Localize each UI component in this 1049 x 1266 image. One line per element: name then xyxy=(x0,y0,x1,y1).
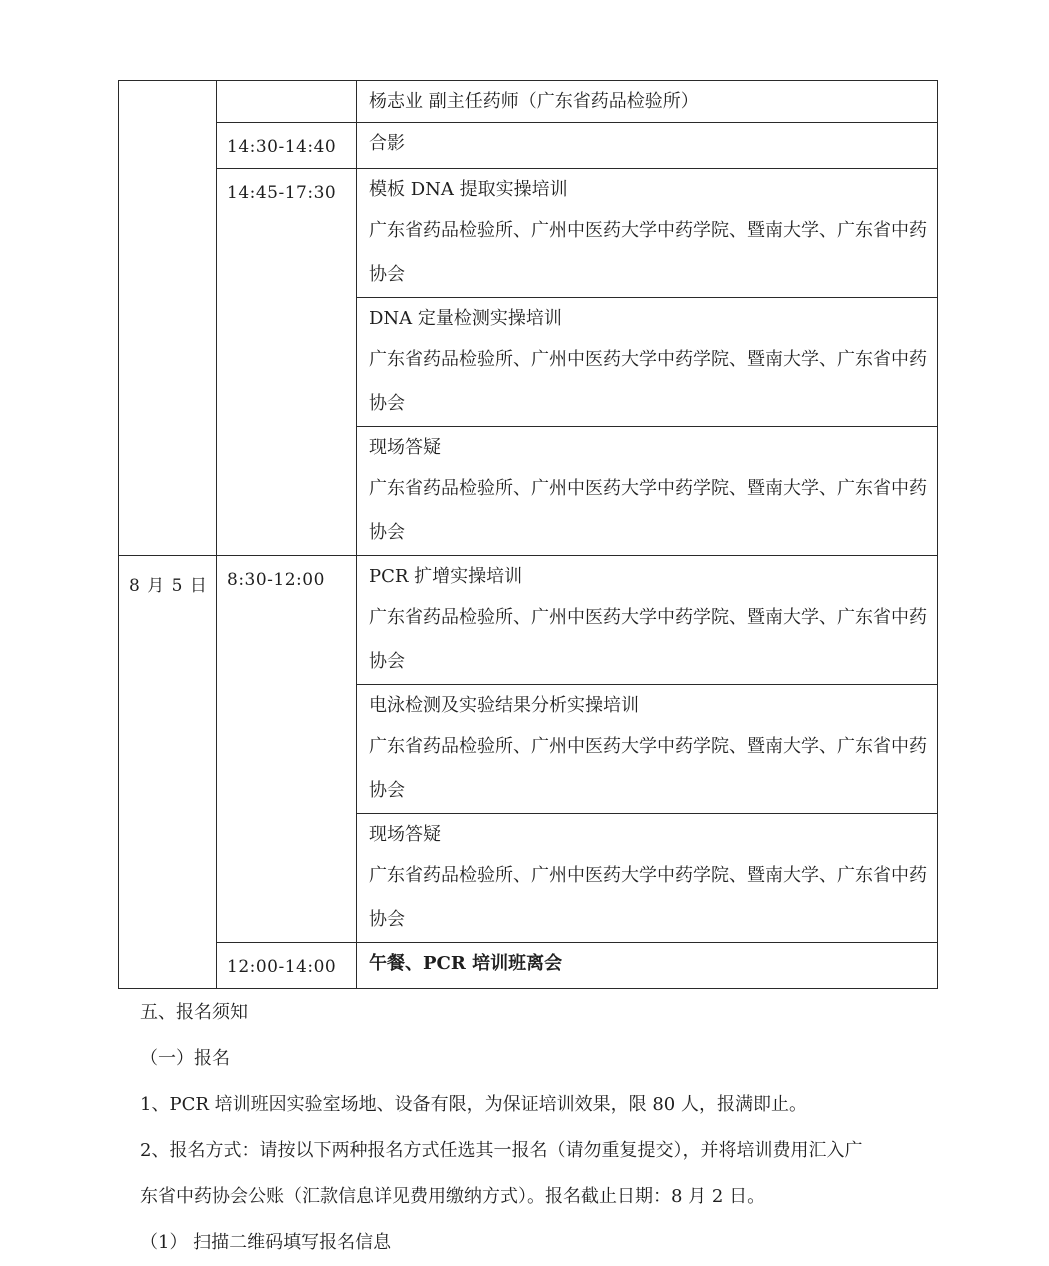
activity-title: 合影 xyxy=(369,133,405,154)
time-cell xyxy=(217,943,357,989)
date-cell xyxy=(119,556,217,989)
table-row xyxy=(119,943,938,989)
activity-cell xyxy=(357,814,938,943)
section-heading: 五、报名须知 xyxy=(140,1002,248,1023)
activity-cell xyxy=(357,81,938,123)
date-label: 8 月 5 日 xyxy=(129,576,208,596)
note-item: 2、报名方式：请按以下两种报名方式任选其一报名（请勿重复提交），并将培训费用汇入广 xyxy=(140,1140,863,1161)
activity-title: 现场答疑 xyxy=(369,437,441,458)
activity-cell xyxy=(357,427,938,556)
schedule-table xyxy=(118,80,938,989)
note-item-continuation: 东省中药协会公账（汇款信息详见费用缴纳方式）。报名截止日期：8 月 2 日。 xyxy=(140,1186,766,1207)
date-label xyxy=(119,81,216,96)
time-label: 12:00-14:00 xyxy=(227,957,337,977)
activity-title: 电泳检测及实验结果分析实操培训 xyxy=(369,695,639,716)
organizer-text: 广东省药品检验所、广州中医药大学中药学院、暨南大学、广东省中药协会 xyxy=(369,865,927,930)
activity-title: 午餐、PCR 培训班离会 xyxy=(369,953,563,974)
time-label xyxy=(217,81,356,95)
time-label: 14:45-17:30 xyxy=(227,183,337,203)
table-row xyxy=(119,556,938,685)
time-cell xyxy=(217,123,357,169)
organizer-text: 广东省药品检验所、广州中医药大学中药学院、暨南大学、广东省中药协会 xyxy=(369,736,927,801)
note-item: （1） 扫描二维码填写报名信息 xyxy=(140,1232,392,1253)
activity-title: DNA 定量检测实操培训 xyxy=(369,308,562,329)
time-label: 8:30-12:00 xyxy=(227,570,325,590)
registration-notes xyxy=(140,990,940,1266)
subsection-heading: （一）报名 xyxy=(140,1048,230,1069)
activity-cell xyxy=(357,556,938,685)
activity-title: 模板 DNA 提取实操培训 xyxy=(369,179,568,200)
organizer-text: 广东省药品检验所、广州中医药大学中药学院、暨南大学、广东省中药协会 xyxy=(369,607,927,672)
time-cell xyxy=(217,81,357,123)
date-cell xyxy=(119,81,217,556)
activity-cell xyxy=(357,123,938,169)
activity-cell xyxy=(357,685,938,814)
organizer-text: 广东省药品检验所、广州中医药大学中药学院、暨南大学、广东省中药协会 xyxy=(369,478,927,543)
activity-title: PCR 扩增实操培训 xyxy=(369,566,523,587)
activity-title: 现场答疑 xyxy=(369,824,441,845)
time-label: 14:30-14:40 xyxy=(227,137,337,157)
activity-cell xyxy=(357,298,938,427)
organizer-text: 广东省药品检验所、广州中医药大学中药学院、暨南大学、广东省中药协会 xyxy=(369,349,927,414)
activity-cell xyxy=(357,169,938,298)
table-row xyxy=(119,169,938,298)
activity-title: 杨志业 副主任药师（广东省药品检验所） xyxy=(369,91,699,112)
organizer-text: 广东省药品检验所、广州中医药大学中药学院、暨南大学、广东省中药协会 xyxy=(369,220,927,285)
note-item: 1、PCR 培训班因实验室场地、设备有限，为保证培训效果，限 80 人，报满即止。 xyxy=(140,1094,807,1115)
table-row xyxy=(119,81,938,123)
time-cell xyxy=(217,169,357,556)
activity-cell xyxy=(357,943,938,989)
table-row xyxy=(119,123,938,169)
time-cell xyxy=(217,556,357,943)
